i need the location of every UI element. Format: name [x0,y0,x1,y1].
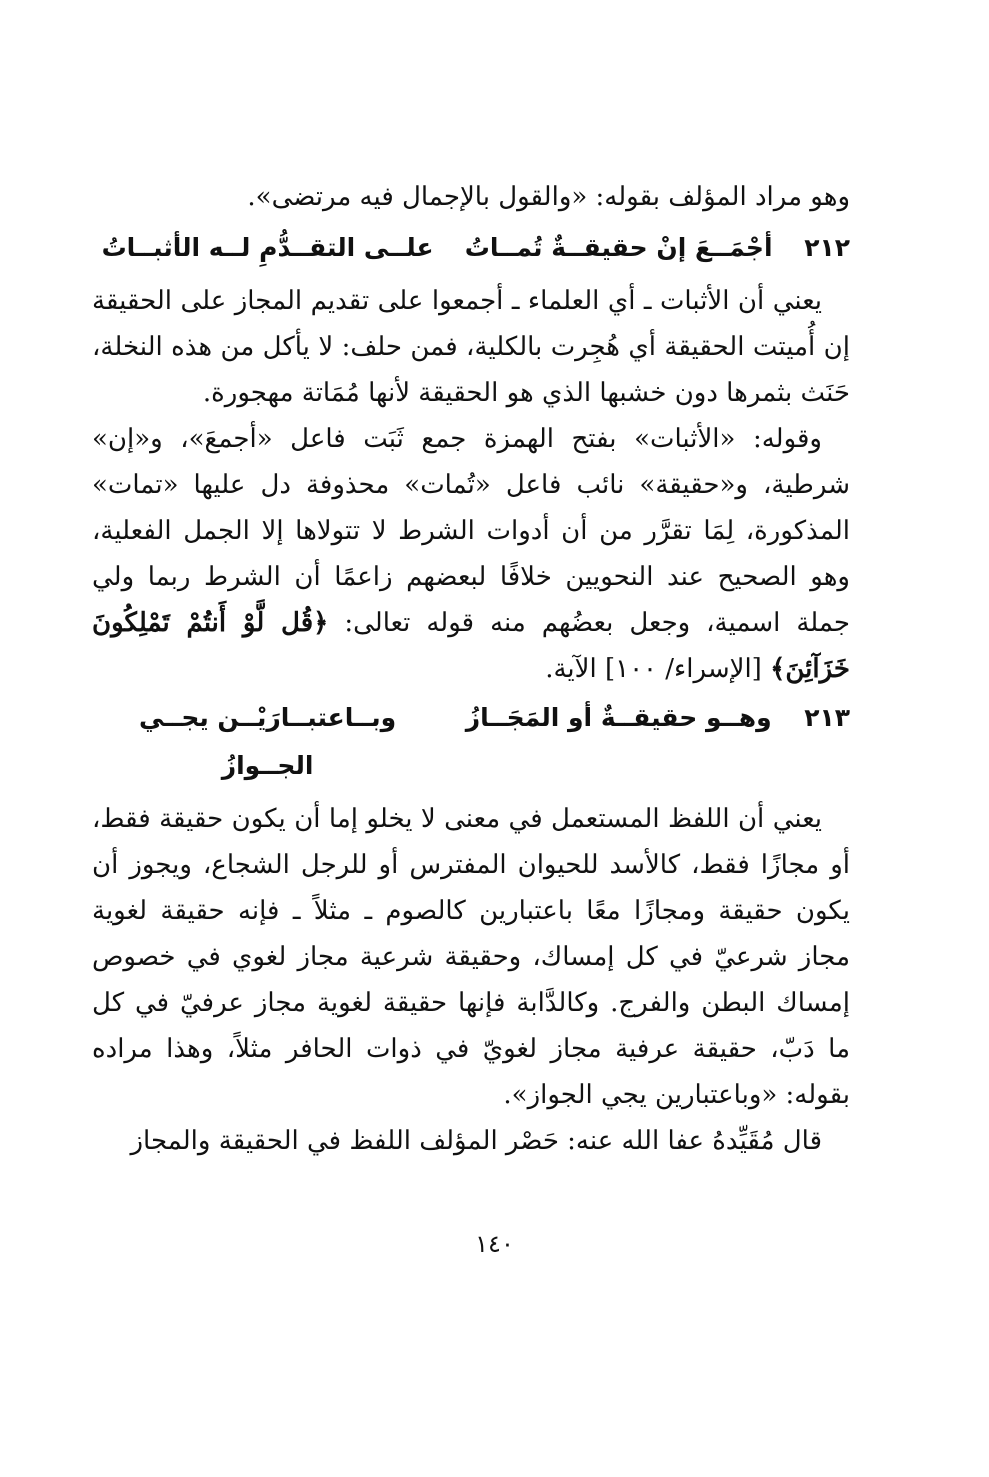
closing-paragraph: قال مُقَيِّدهُ عفا الله عنه: حَصْر المؤلف اللفظ في الحقيقة والمجاز [130,1126,822,1156]
verse-213 [92,694,850,790]
verse-number: ٢١٣ [804,703,850,732]
commentary-text: وقوله: «الأثبات» بفتح الهمزة جمع ثَبَت فاعل «أجمعَ»، و«إن» شرطية، و«حقيقة» نائب فاعل «تُمات» محذوفة دل عليها «تمات» المذكورة، لِمَا تقرَّر من أن أدوات الشرط لا تتولاها إلا الجمل الفعلية، وهو الصحيح عند النحويين خلافًا لبعضهم زاعمًا أن الشرط ربما ولي جملة اسمية، وجعل بعضُهم منه قوله تعالى: [92,424,851,638]
verse-second-hemistich: وبــاعتبــارَيْــن يجــي الجــوازُ [138,703,397,780]
verse-first-hemistich: وهــو حقيقــةٌ أو المَجَــازُ [465,703,772,732]
quran-verse: ﴿قُل لَّوْ أَنتُمْ تَمْلِكُونَ خَزَآئِنَ﴾ [92,608,850,684]
verse-second-hemistich: علــى التقــدُّمِ لــه الأثبــاتُ [101,233,434,262]
commentary-paragraph: يعني أن الأثبات ـ أي العلماء ـ أجمعوا على تقديم المجاز على الحقيقة إن أُميتت الحقيقة أي هُجِرت بالكلية، فمن حلف: لا يأكل من هذه النخلة، حَنَث بثمرها دون خشبها الذي هو الحقيقة لأنها مُمَاتة مهجورة. [92,286,850,408]
commentary-paragraph: يعني أن اللفظ المستعمل في معنى لا يخلو إما أن يكون حقيقة فقط، أو مجازًا فقط، كالأسد للحيوان المفترس أو للرجل الشجاع، ويجوز أن يكون حقيقة ومجازًا معًا باعتبارين كالصوم ـ مثلاً ـ فإنه حقيقة لغوية مجاز شرعيّ في كل إمساك، وحقيقة شرعية مجاز لغوي في خصوص إمساك البطن والفرج. وكالدَّابة فإنها حقيقة لغوية مجاز عرفيّ في كل ما دَبّ، حقيقة عرفية مجاز لغويّ في ذوات الحافر مثلاً، وهذا مراده بقوله: «وباعتبارين يجي الجواز». [92,804,850,1110]
main-text [92,174,850,1164]
verse-212 [92,224,850,272]
commentary-paragraph [92,416,850,692]
intro-line: وهو مراد المؤلف بقوله: «والقول بالإجمال فيه مرتضى». [247,182,850,212]
verse-first-hemistich: أجْمَــعَ إنْ حقيقــةٌ تُمــاتُ [464,233,773,262]
quran-reference: [الإسراء/ ١٠٠] الآية. [545,654,762,684]
page-number: ١٤٠ [475,1230,514,1258]
verse-number: ٢١٢ [804,233,850,262]
